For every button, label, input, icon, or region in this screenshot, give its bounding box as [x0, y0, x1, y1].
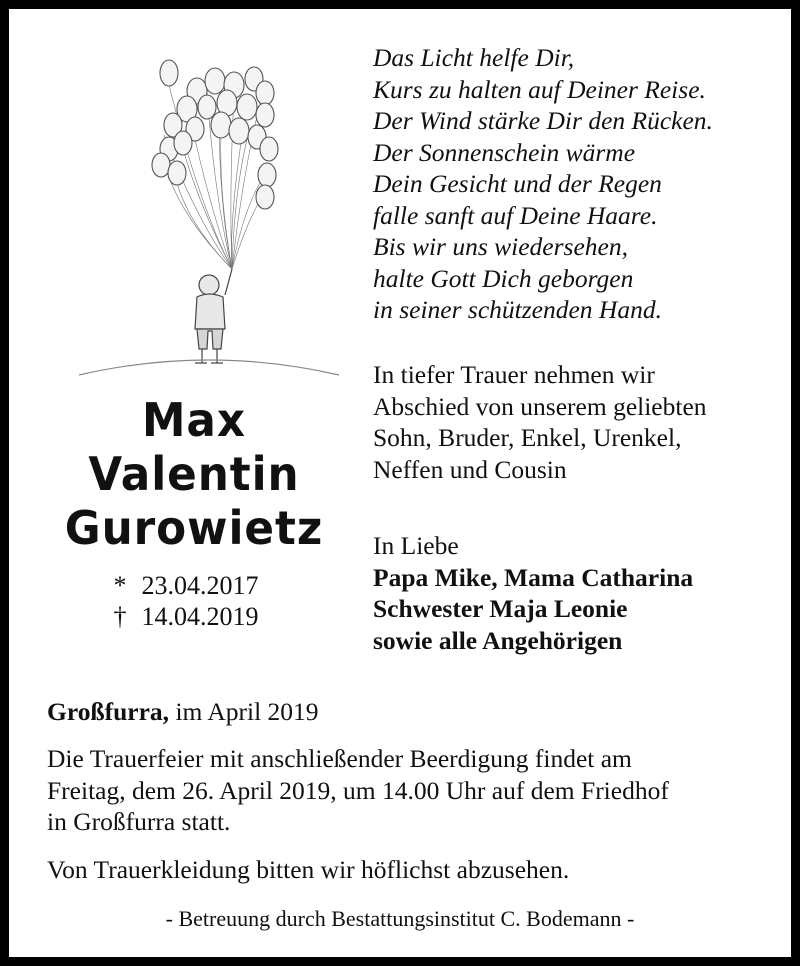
mourning-line: In tiefer Trauer nehmen wir — [373, 360, 655, 389]
mourning-line: Sohn, Bruder, Enkel, Urenkel, — [373, 423, 682, 452]
funeral-info-line: Freitag, dem 26. April 2019, um 14.00 Uhr auf dem Friedhof — [47, 775, 669, 805]
family-signature — [373, 530, 693, 656]
birth-row — [105, 570, 259, 601]
place-date — [47, 697, 319, 727]
family-line: sowie alle Angehörigen — [373, 625, 623, 655]
dress-code-note: Von Trauerkleidung bitten wir höflichst abzusehen. — [47, 855, 570, 884]
life-dates — [105, 570, 259, 632]
ground-hill — [79, 360, 339, 375]
poem-line: Der Wind stärke Dir den Rücken. — [373, 106, 713, 135]
poem-line: Bis wir uns wiedersehen, — [373, 232, 628, 261]
undertaker-credit: - Betreuung durch Bestattungsinstitut C. Bodemann - — [165, 906, 635, 931]
funeral-info-line: in Großfurra statt. — [47, 807, 231, 836]
family-heading: In Liebe — [373, 531, 459, 560]
poem-line: Der Sonnenschein wärme — [373, 137, 636, 167]
deceased-name — [28, 393, 361, 555]
funeral-info-line: Die Trauerfeier mit anschließender Beerdigung findet am — [47, 744, 632, 773]
birth-date: 23.04.2017 — [141, 571, 259, 600]
poem-line: falle sanft auf Deine Haare. — [373, 200, 658, 230]
funeral-info — [47, 743, 669, 838]
mourning-text — [373, 359, 707, 485]
family-line: Papa Mike, Mama Catharina — [373, 562, 694, 592]
death-symbol: † — [113, 602, 127, 631]
mourning-line: Neffen und Cousin — [373, 454, 567, 484]
middle-name: Valentin — [88, 447, 300, 501]
death-row — [105, 601, 259, 632]
poem-line: Dein Gesicht und der Regen — [373, 169, 662, 198]
poem-line: Das Licht helfe Dir, — [373, 43, 575, 72]
balloons — [152, 60, 278, 209]
child-figure — [195, 269, 232, 363]
poem — [373, 42, 713, 326]
first-name: Max — [141, 393, 247, 447]
last-name: Gurowietz — [64, 501, 324, 555]
birth-symbol: * — [113, 571, 127, 600]
place-town: Großfurra, — [47, 697, 170, 726]
mourning-line: Abschied von unserem geliebten — [373, 391, 707, 421]
balloon-child-illustration — [69, 45, 359, 385]
poem-line: in seiner schützenden Hand. — [373, 295, 662, 324]
family-line: Schwester Maja Leonie — [373, 594, 628, 623]
poem-line: Kurs zu halten auf Deiner Reise. — [373, 74, 706, 104]
poem-line: halte Gott Dich geborgen — [373, 263, 634, 293]
death-date: 14.04.2019 — [141, 602, 259, 631]
place-month: im April 2019 — [175, 697, 319, 726]
